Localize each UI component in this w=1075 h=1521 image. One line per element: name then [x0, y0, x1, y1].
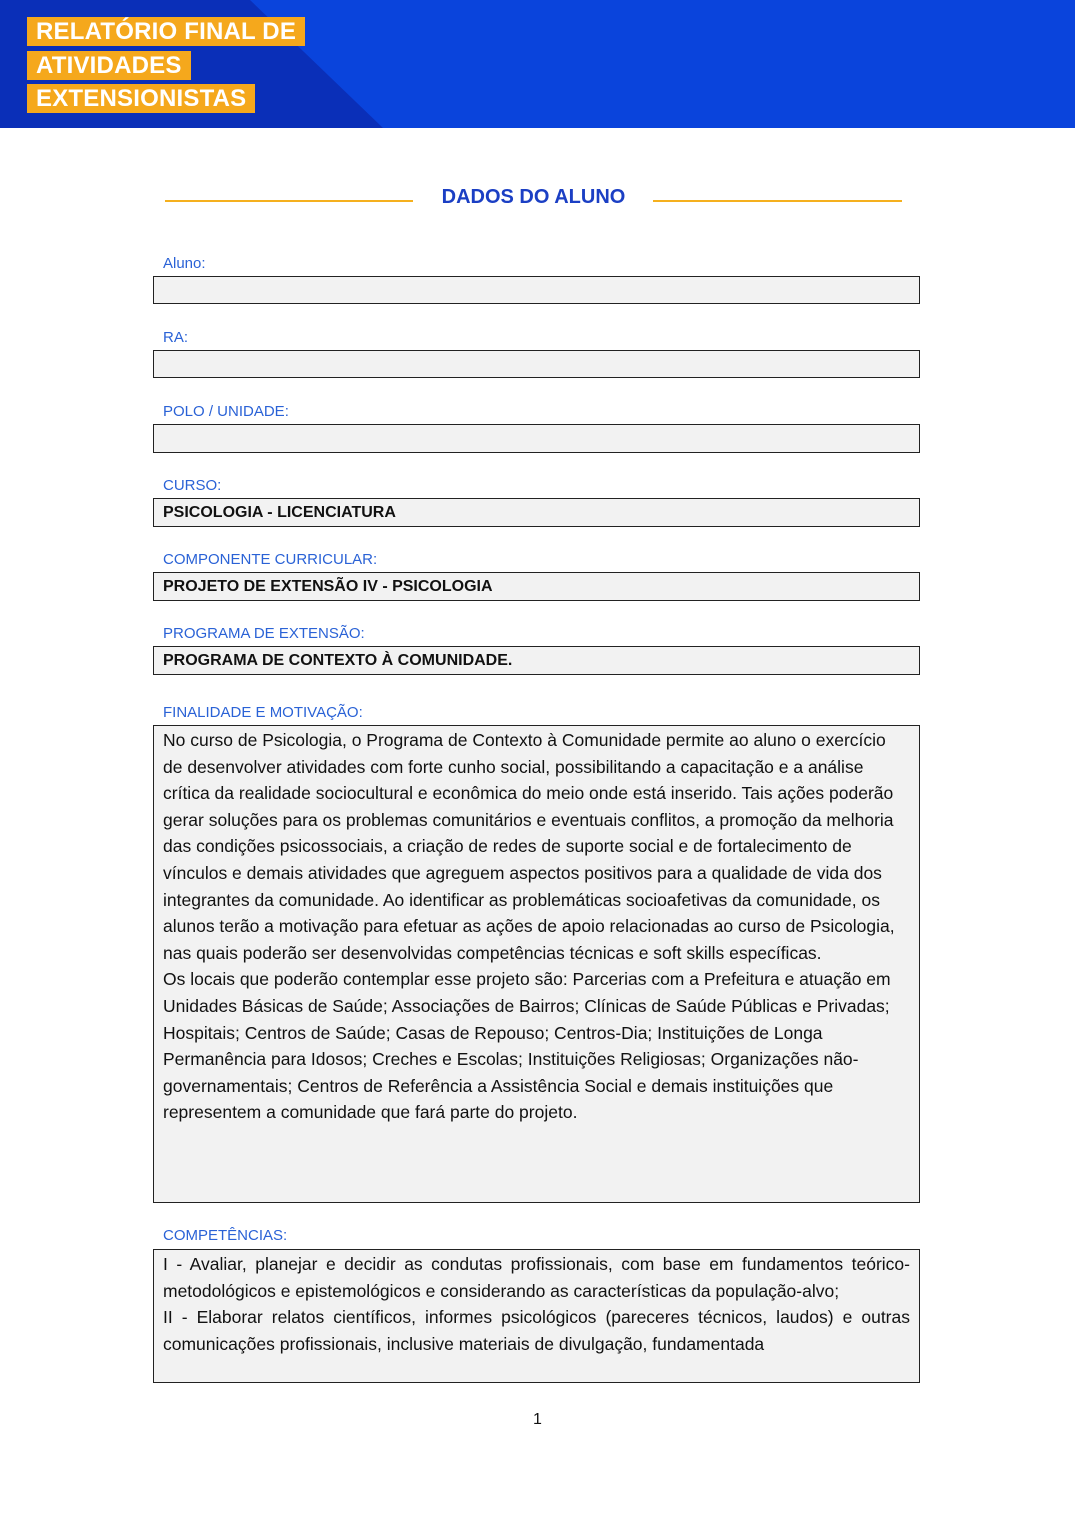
programa-value: PROGRAMA DE CONTEXTO À COMUNIDADE.: [163, 652, 513, 669]
right-divider: [653, 200, 902, 202]
report-title-line-2: ATIVIDADES: [27, 51, 191, 80]
competencias-item-2: II - Elaborar relatos científicos, informes psicológicos (pareceres técnicos, laudos) e outras comunicações profissionais, inclusive materiais de divulgação, fundamentada: [163, 1307, 910, 1354]
section-header: [165, 182, 902, 216]
ra-label: RA:: [163, 329, 189, 346]
ra-field[interactable]: [153, 350, 920, 378]
polo-field[interactable]: [153, 424, 920, 453]
polo-value: [154, 425, 919, 428]
ra-value: [154, 351, 919, 354]
programa-label: PROGRAMA DE EXTENSÃO:: [163, 625, 365, 642]
programa-field[interactable]: [153, 646, 920, 675]
finalidade-field[interactable]: [153, 725, 920, 1203]
polo-label: POLO / UNIDADE:: [163, 403, 289, 420]
curso-field[interactable]: [153, 498, 920, 527]
finalidade-paragraph-1: No curso de Psicologia, o Programa de Contexto à Comunidade permite ao aluno o exercício de desenvolver atividades com forte cunho social, possibilitando a capacitação e a análise crítica da realidade sociocultural e econômica do meio onde está inserido. Tais ações poderão gerar soluções para os problemas comunitários e eventuais conflitos, a promoção da melhoria das condições psicossociais, a criação de redes de suporte social e de fortalecimento de vínculos e demais atividades que agreguem aspectos positivos para a qualidade de vida dos integrantes da comunidade. Ao identificar as problemáticas socioafetivas da comunidade, os alunos terão a motivação para efetuar as ações de apoio relacionadas ao curso de Psicologia, nas quais poderão ser desenvolvidas competências técnicas e soft skills específicas.: [163, 730, 895, 963]
competencias-item-1: I - Avaliar, planejar e decidir as condutas profissionais, com base em fundamentos teórico-metodológicos e epistemológicos e considerando as características da população-alvo;: [163, 1254, 910, 1301]
curso-value: PSICOLOGIA - LICENCIATURA: [163, 504, 396, 521]
aluno-field[interactable]: [153, 276, 920, 304]
page-number: 1: [533, 1411, 542, 1428]
header-banner: [0, 0, 1075, 128]
aluno-value: [154, 277, 919, 280]
section-title: DADOS DO ALUNO: [441, 186, 626, 208]
report-title-line-3: EXTENSIONISTAS: [27, 84, 255, 113]
componente-field[interactable]: [153, 572, 920, 601]
finalidade-label: FINALIDADE E MOTIVAÇÃO:: [163, 704, 363, 721]
report-title-line-1: RELATÓRIO FINAL DE: [27, 17, 305, 46]
finalidade-paragraph-2: Os locais que poderão contemplar esse projeto são: Parcerias com a Prefeitura e atuação em Unidades Básicas de Saúde; Associações de Bairros; Clínicas de Saúde Públicas e Privadas; Hospitais; Centros de Saúde; Casas de Repouso; Centros-Dia; Instituições de Longa Permanência para Idosos; Creches e Escolas; Instituições Religiosas; Organizações não-governamentais; Centros de Referência a Assistência Social e demais instituições que representem a comunidade que fará parte do projeto.: [163, 969, 891, 1123]
aluno-label: Aluno:: [163, 255, 206, 272]
componente-value: PROJETO DE EXTENSÃO IV - PSICOLOGIA: [163, 578, 493, 595]
competencias-label: COMPETÊNCIAS:: [163, 1227, 288, 1244]
competencias-field[interactable]: [153, 1249, 920, 1383]
curso-label: CURSO:: [163, 477, 222, 494]
componente-label: COMPONENTE CURRICULAR:: [163, 551, 378, 568]
